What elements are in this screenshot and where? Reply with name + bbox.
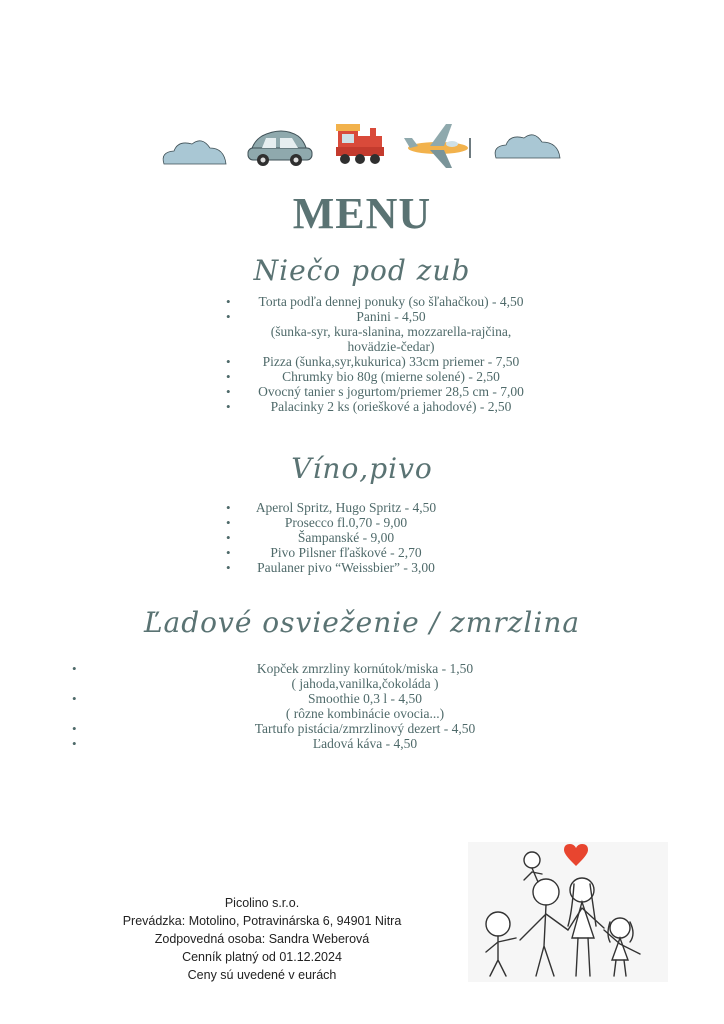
menu-title: MENU xyxy=(292,189,432,238)
list-item: • Prosecco fl.0,70 - 9,00 xyxy=(226,515,408,530)
currency-note: Ceny sú uvedené v eurách xyxy=(187,968,337,982)
list-item: • Paulaner pivo “Weissbier” - 3,00 xyxy=(226,560,435,575)
list-item: • Pizza (šunka,syr,kukurica) 33cm priemer - 7,50 xyxy=(226,354,520,369)
list-item: • Kopček zmrzliny kornútok/miska - 1,50 ( jahoda,vanilka,čokoláda ) xyxy=(72,661,474,691)
price-validity: Cenník platný od 01.12.2024 xyxy=(182,950,342,964)
list-item: • Aperol Spritz, Hugo Spritz - 4,50 xyxy=(226,500,437,515)
cloud-icon xyxy=(495,135,560,158)
cloud-icon xyxy=(163,141,226,164)
list-item: • Palacinky 2 ks (orieškové a jahodové) - 2,50 xyxy=(226,399,512,414)
section-list-icecream xyxy=(70,661,660,751)
section-heading-icecream: Ľadové osvieženie / zmrzlina xyxy=(143,606,581,639)
list-item: • Šampanské - 9,00 xyxy=(226,530,395,545)
list-item: • Torta podľa dennej ponuky (so šľahačkou) - 4,50 xyxy=(226,294,524,309)
train-icon xyxy=(336,124,384,164)
responsible-person: Zodpovedná osoba: Sandra Weberová xyxy=(154,932,370,946)
list-item: • Pivo Pilsner fľaškové - 2,70 xyxy=(226,545,422,560)
section-heading-drinks: Víno,pivo xyxy=(291,452,433,485)
venue-address: Prevádzka: Motolino, Potravinárska 6, 94901 Nitra xyxy=(122,914,402,928)
list-item: • Chrumky bio 80g (mierne solené) - 2,50 xyxy=(226,369,500,384)
car-icon xyxy=(248,131,312,166)
company-name: Picolino s.r.o. xyxy=(224,896,300,910)
list-item: • Tartufo pistácia/zmrzlinový dezert - 4,50 xyxy=(72,721,476,736)
list-item: • Ovocný tanier s jogurtom/priemer 28,5 cm - 7,00 xyxy=(226,384,524,399)
list-item: • Smoothie 0,3 l - 4,50 ( rôzne kombinácie ovocia...) xyxy=(72,691,445,721)
list-item: • Panini - 4,50 (šunka-syr, kura-slanina, mozzarella-rajčina, hovädzie-čedar) xyxy=(226,309,512,354)
list-item: • Ľadová káva - 4,50 xyxy=(72,736,418,751)
airplane-icon xyxy=(404,124,470,168)
footer-info xyxy=(92,894,432,984)
section-heading-snacks: Niečo pod zub xyxy=(253,254,471,287)
section-list-snacks xyxy=(226,294,556,414)
family-drawing xyxy=(468,842,668,982)
decoration-row xyxy=(0,118,724,178)
section-list-drinks xyxy=(226,500,466,575)
